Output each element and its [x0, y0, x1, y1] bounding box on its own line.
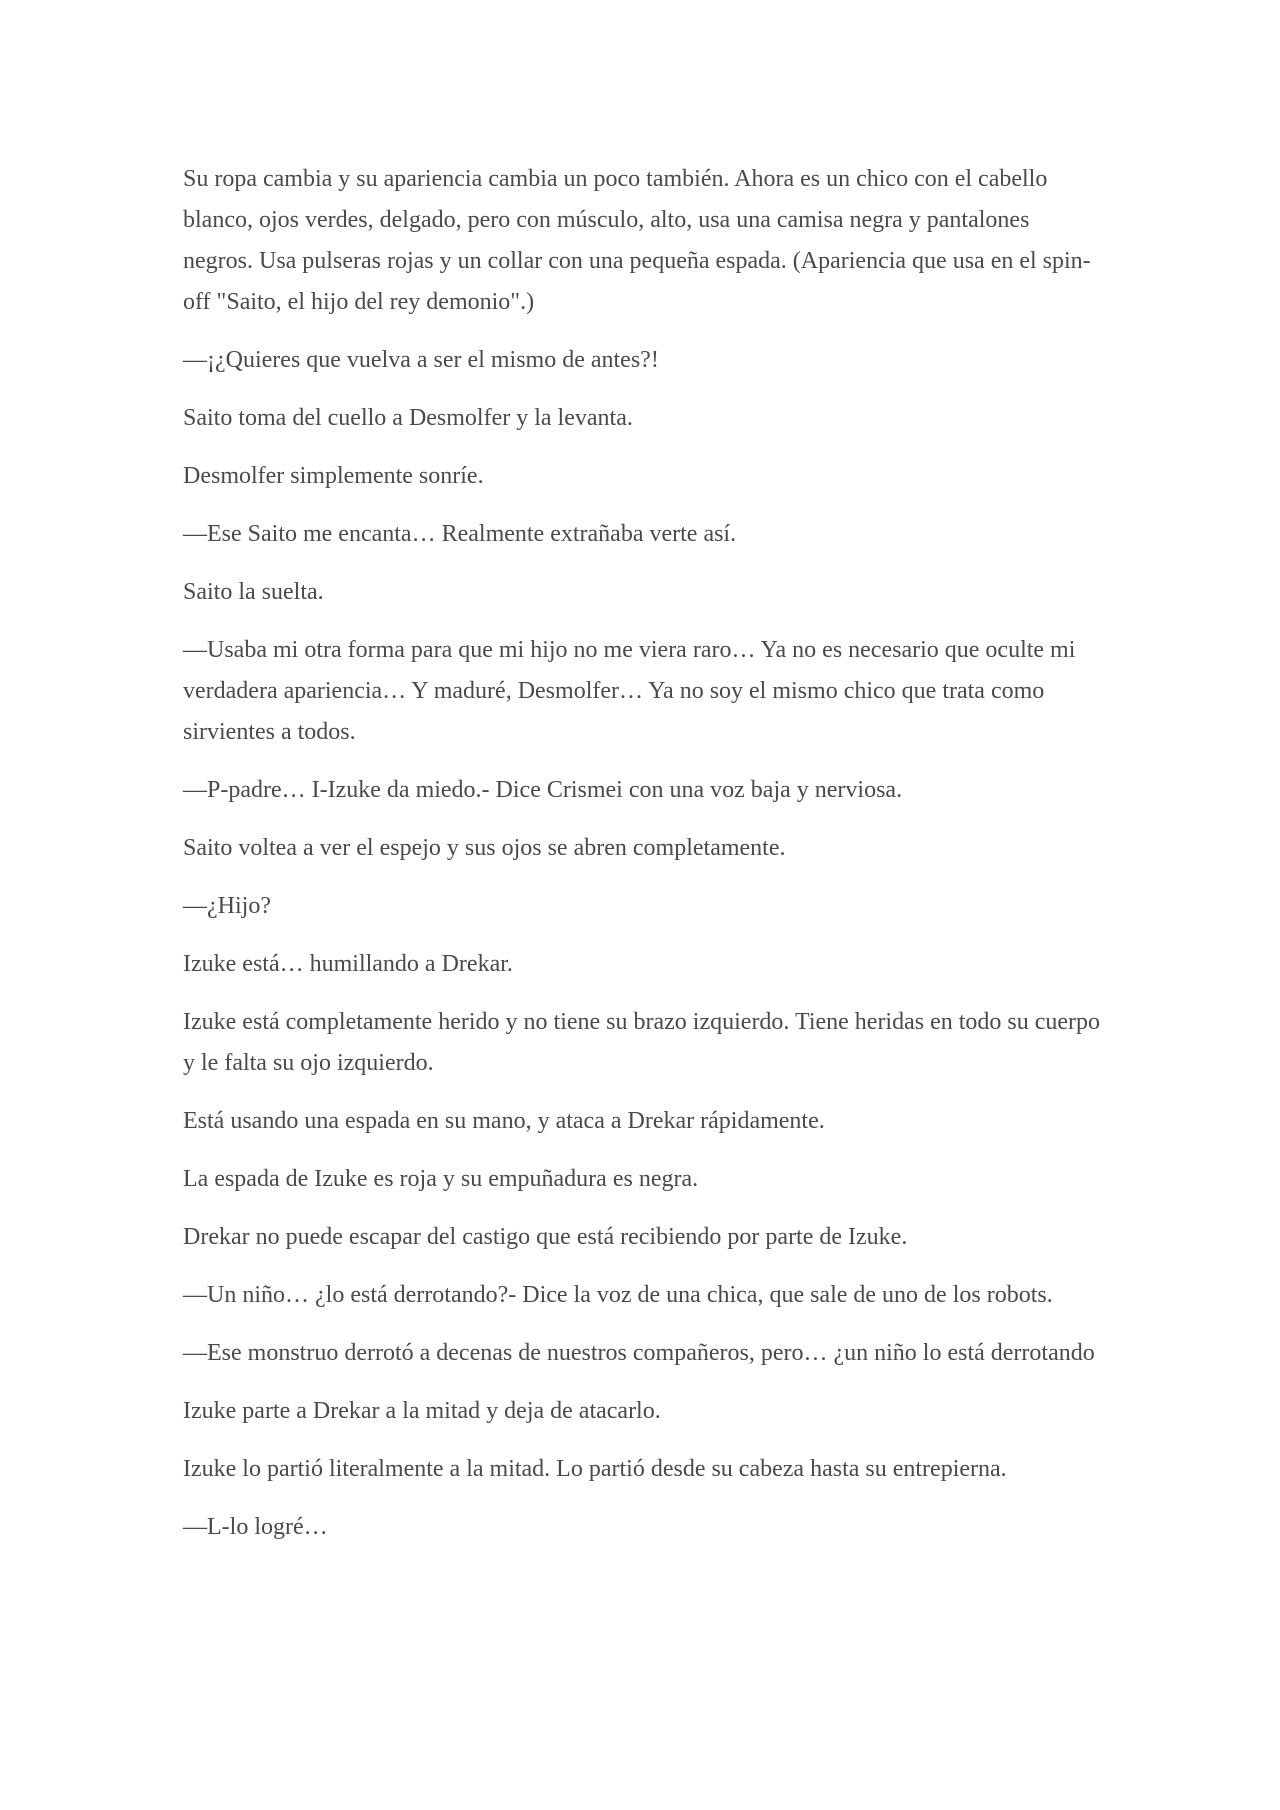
- paragraph: Está usando una espada en su mano, y ataca a Drekar rápidamente.: [183, 1108, 825, 1134]
- paragraph: Desmolfer simplemente sonríe.: [183, 463, 484, 489]
- paragraph: —Un niño… ¿lo está derrotando?- Dice la voz de una chica, que sale de uno de los robots.: [183, 1282, 1053, 1308]
- paragraph: Drekar no puede escapar del castigo que está recibiendo por parte de Izuke.: [183, 1224, 908, 1250]
- paragraph: La espada de Izuke es roja y su empuñadura es negra.: [183, 1166, 699, 1192]
- paragraph: Izuke parte a Drekar a la mitad y deja de atacarlo.: [183, 1398, 661, 1424]
- paragraph: Saito voltea a ver el espejo y sus ojos se abren completamente.: [183, 835, 786, 861]
- paragraph: —Usaba mi otra forma para que mi hijo no me viera raro… Ya no es necesario que oculte mi verdadera apariencia… Y maduré, Desmolfer… Ya no soy el mismo chico que trata como sirvientes a todos.: [183, 637, 1076, 745]
- paragraph: Izuke está completamente herido y no tiene su brazo izquierdo. Tiene heridas en todo su cuerpo y le falta su ojo izquierdo.: [183, 1009, 1101, 1076]
- paragraph: —Ese Saito me encanta… Realmente extrañaba verte así.: [183, 521, 737, 547]
- paragraph: Saito toma del cuello a Desmolfer y la levanta.: [183, 405, 633, 431]
- paragraph: —L-lo logré…: [183, 1514, 328, 1540]
- paragraph: —Ese monstruo derrotó a decenas de nuestros compañeros, pero… ¿un niño lo está derrotando: [183, 1340, 1095, 1366]
- paragraph: Su ropa cambia y su apariencia cambia un poco también. Ahora es un chico con el cabello blanco, ojos verdes, delgado, pero con músculo, alto, usa una camisa negra y pantalones negros. Usa pulseras rojas y un collar con una pequeña espada. (Apariencia que usa en el spin-off "Saito, el hijo del rey demonio".): [183, 166, 1091, 315]
- paragraph: Saito la suelta.: [183, 579, 324, 605]
- paragraph: —¡¿Quieres que vuelva a ser el mismo de antes?!: [183, 347, 659, 373]
- paragraph: —¿Hijo?: [183, 893, 271, 919]
- paragraph: Izuke lo partió literalmente a la mitad. Lo partió desde su cabeza hasta su entrepierna.: [183, 1456, 1007, 1482]
- paragraph: Izuke está… humillando a Drekar.: [183, 951, 513, 977]
- document-body: [183, 159, 1103, 1565]
- paragraph: —P-padre… I-Izuke da miedo.- Dice Crismei con una voz baja y nerviosa.: [183, 777, 903, 803]
